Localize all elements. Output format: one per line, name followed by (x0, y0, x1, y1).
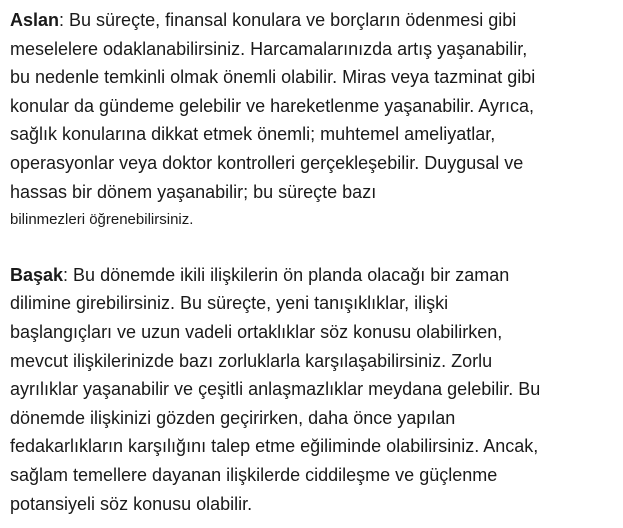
basak-sign-title: Başak (10, 264, 64, 285)
basak-line-3: başlangıçları ve uzun vadeli ortaklıklar söz konusu olabilirken, (10, 321, 503, 342)
aslan-line-3: bu nedenle temkinli olmak önemli olabilir. Miras veya tazminat gibi (10, 67, 536, 88)
basak-line-2: dilimine girebilirsiniz. Bu süreçte, yeni tanışıklıklar, ilişki (10, 293, 449, 314)
basak-paragraph (10, 261, 618, 518)
aslan-line-1: Aslan: Bu süreçte, finansal konulara ve borçların ödenmesi gibi (10, 10, 517, 30)
aslan-line-7: hassas bir dönem yaşanabilir; bu süreçte bazı (10, 181, 377, 202)
aslan-paragraph (10, 6, 618, 235)
aslan-line-5: sağlık konularına dikkat etmek önemli; muhtemel ameliyatlar, (10, 124, 496, 145)
horoscope-document (10, 6, 618, 518)
basak-line-5: ayrılıklar yaşanabilir ve çeşitli anlaşmazlıklar meydana gelebilir. Bu (10, 379, 541, 400)
basak-line-9: potansiyeli söz konusu olabilir. (10, 493, 253, 514)
basak-line-6: dönemde ilişkinizi gözden geçirirken, daha önce yapılan (10, 407, 456, 428)
paragraph-spacer (10, 235, 618, 261)
basak-line-8: sağlam temellere dayanan ilişkilerde ciddileşme ve güçlenme (10, 464, 498, 485)
basak-line-1: Başak: Bu dönemde ikili ilişkilerin ön planda olacağı bir zaman (10, 264, 510, 285)
aslan-line-4: konular da gündeme gelebilir ve hareketlenme yaşanabilir. Ayrıca, (10, 95, 534, 116)
basak-line-4: mevcut ilişkilerinizde bazı zorluklarla karşılaşabilirsiniz. Zorlu (10, 350, 493, 371)
basak-line-7: fedakarlıkların karşılığını talep etme eğiliminde olabilirsiniz. Ancak, (10, 436, 539, 457)
aslan-sign-title: Aslan (10, 10, 60, 30)
aslan-line-8: bilinmezleri öğrenebilirsiniz. (10, 211, 194, 229)
aslan-line-2: meselelere odaklanabilirsiniz. Harcamalarınızda artış yaşanabilir, (10, 38, 528, 59)
aslan-line-6: operasyonlar veya doktor kontrolleri gerçekleşebilir. Duygusal ve (10, 152, 524, 173)
